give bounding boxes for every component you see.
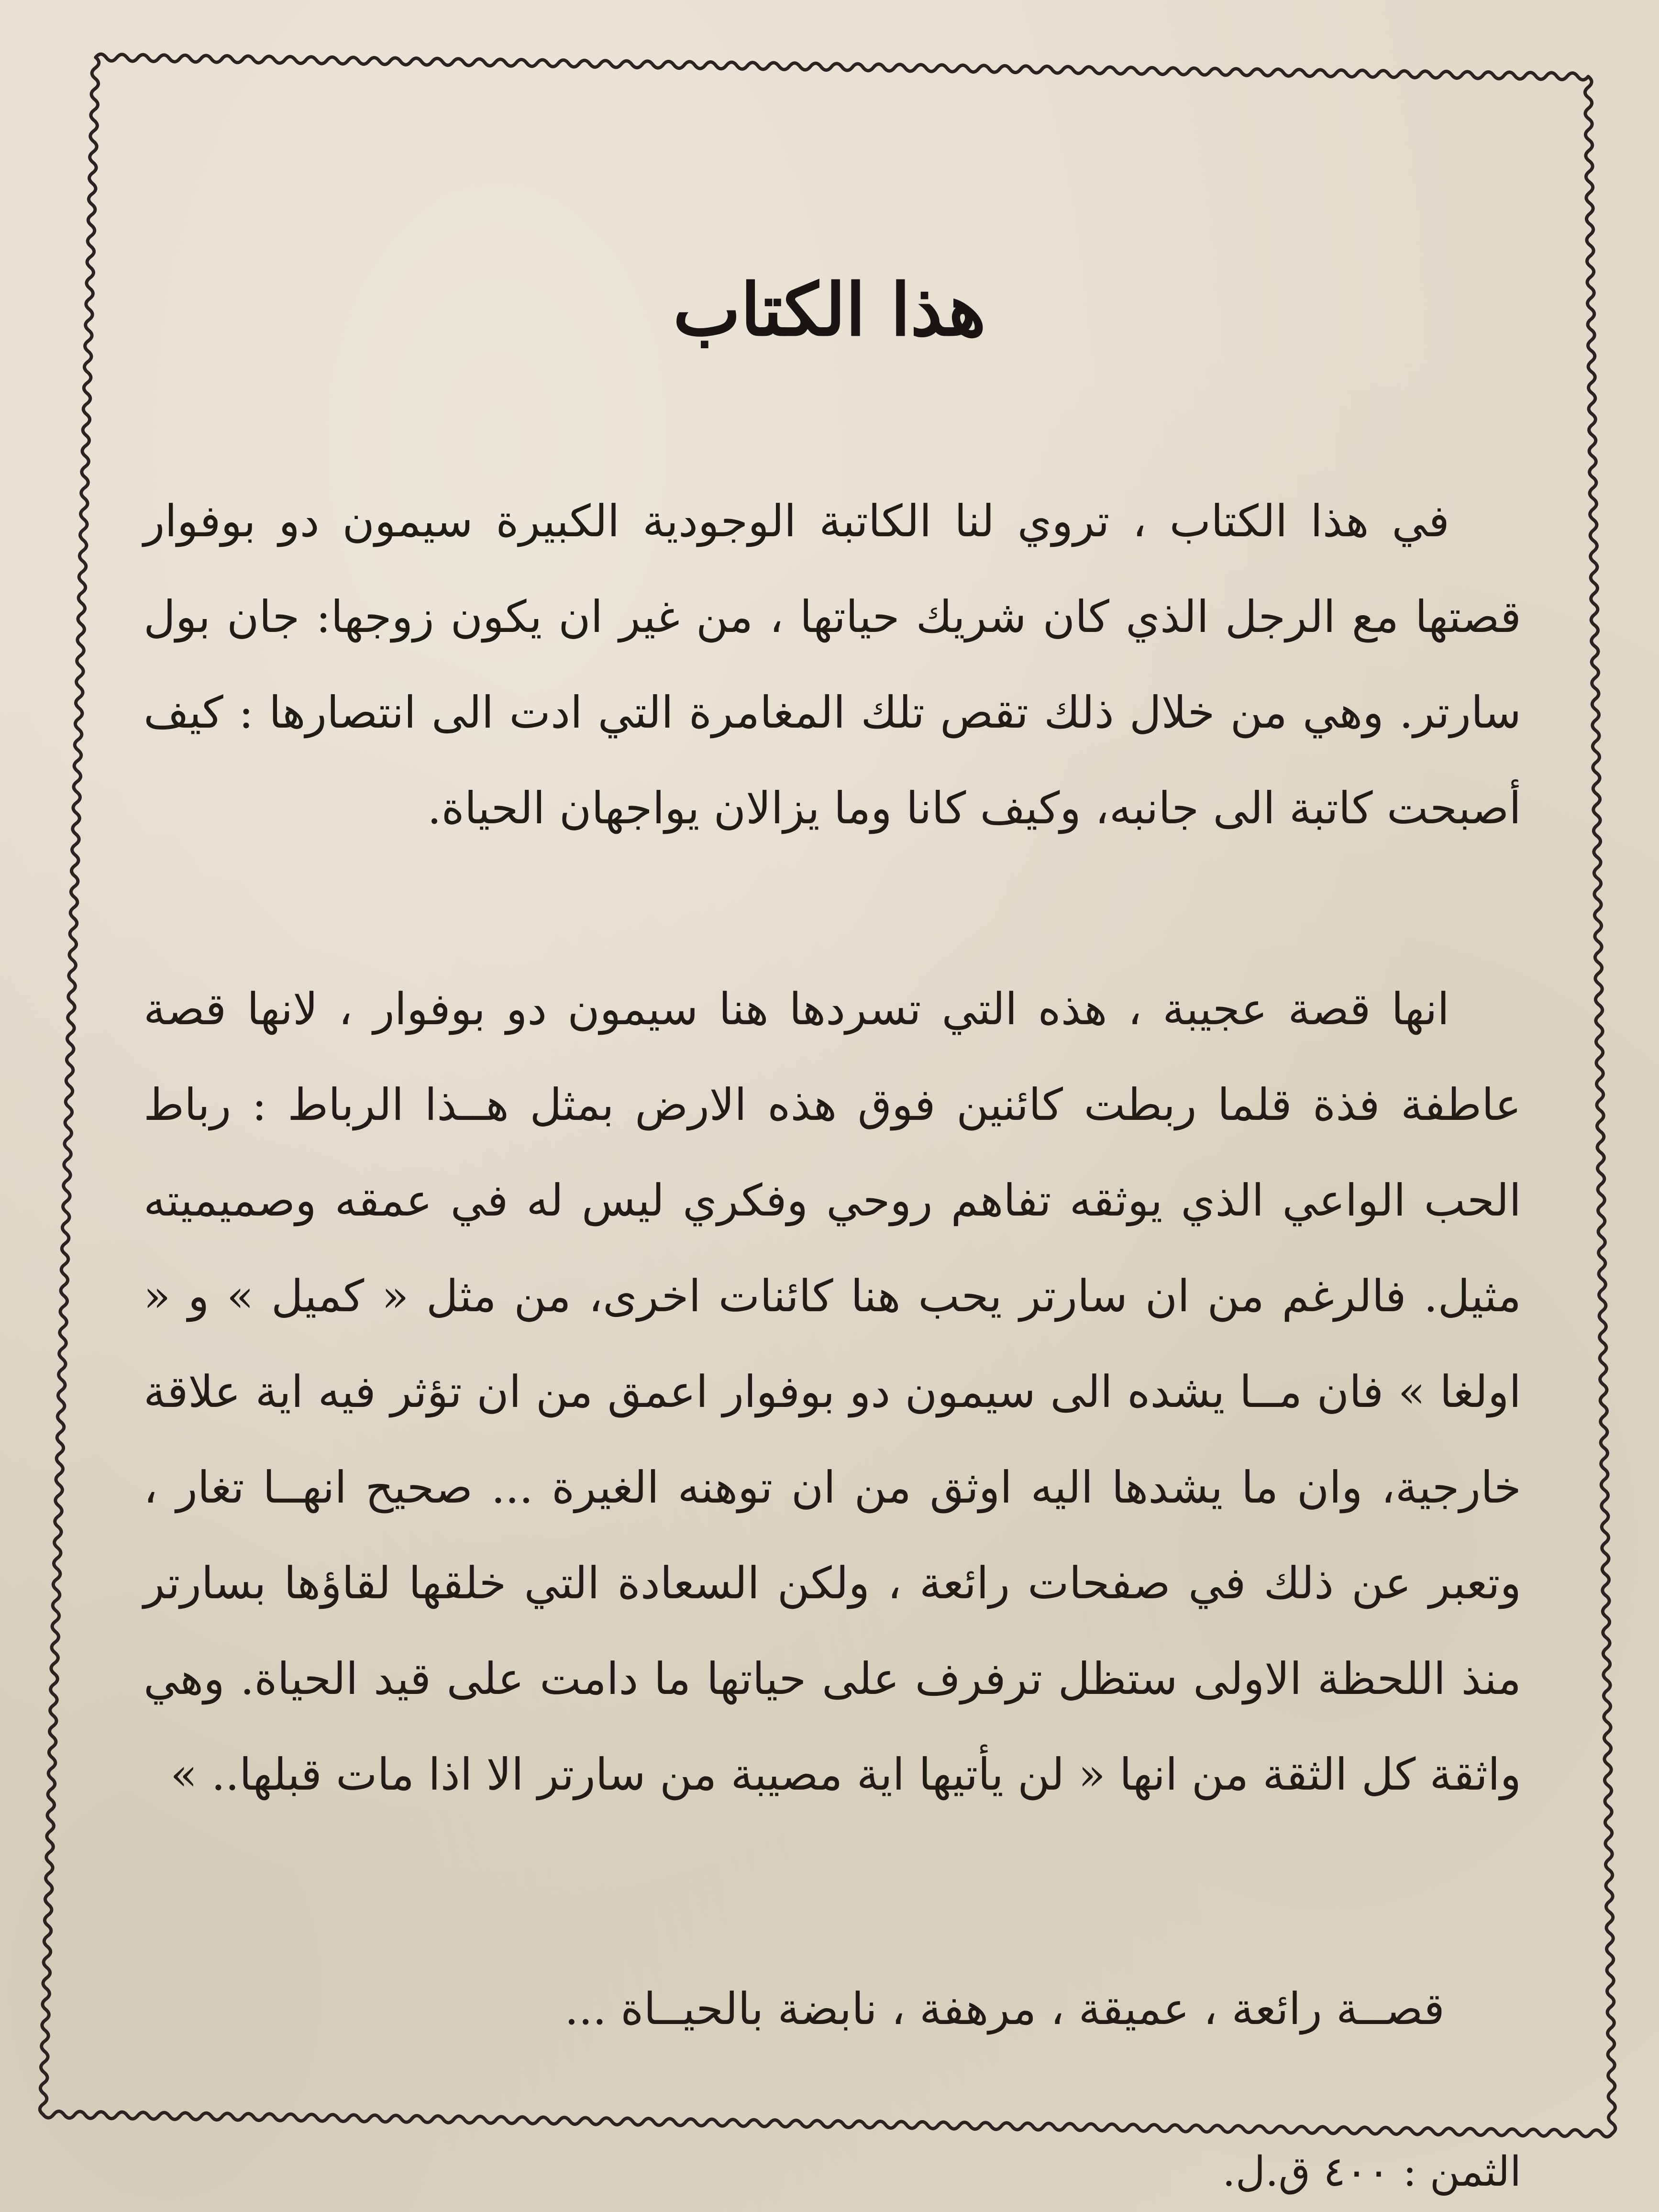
border-wave-segment [43,2111,1612,2136]
border-wave-segment [1585,77,1615,2134]
paragraph-story-text: انها قصة عجيبة ، هذه التي تسردها هنا سيمون دو بوفوار ، لانها قصة عاطفة فذة قلما ربطت كائنين فوق هذه الارض بمثل هــذا الرباط : رباط الحب الواعي الذي يوثقه تفاهم روحي وفكري ليس له في عمقه وصميميته مثيل. فالرغم من ان سارتر يحب هنا كائنات اخرى، من مثل « كميل » و « اولغا » فان مــا يشده الى سيمون دو بوفوار اعمق من ان تؤثر فيه اية علاقة خارجية، وان ما يشدها اليه اوثق من ان توهنه الغيرة ... صحيح انهــا تغار ، وتعبر عن ذلك في صفحات رائعة ، ولكن السعادة التي خلقها لقاؤها بسارتر منذ اللحظة الاولى ستظل ترفرف على حياتها ما دامت على قيد الحياة. وهي واثقة كل الثقة من انها « لن يأتيها اية مصيبة من سارتر الا اذا مات قبلها.. » [144,984,1521,1800]
border-wave-segment [40,57,99,2114]
closing-line: قصــة رائعة ، عميقة ، مرهفة ، نابضة بالحيــاة ... [564,1983,1445,2035]
border-wave-segment [96,54,1588,80]
price-label: الثمن : ٤٠٠ ق.ل. [1222,2148,1521,2196]
paragraph-story [144,962,1521,1823]
paragraph-intro-text: في هذا الكتاب ، تروي لنا الكاتبة الوجودية الكبيرة سيمون دو بوفوار قصتها مع الرجل الذي كان شريك حياتها ، من غير ان يكون زوجها: جان بول سارتر. وهي من خلال ذلك تقص تلك المغامرة التي ادت الى انتصارها : كيف أصبحت كاتبة الى جانبه، وكيف كانا وما يزالان يواجهان الحياة. [144,496,1521,834]
page-title: هذا الكتاب [673,268,986,352]
paragraph-intro [144,474,1521,856]
